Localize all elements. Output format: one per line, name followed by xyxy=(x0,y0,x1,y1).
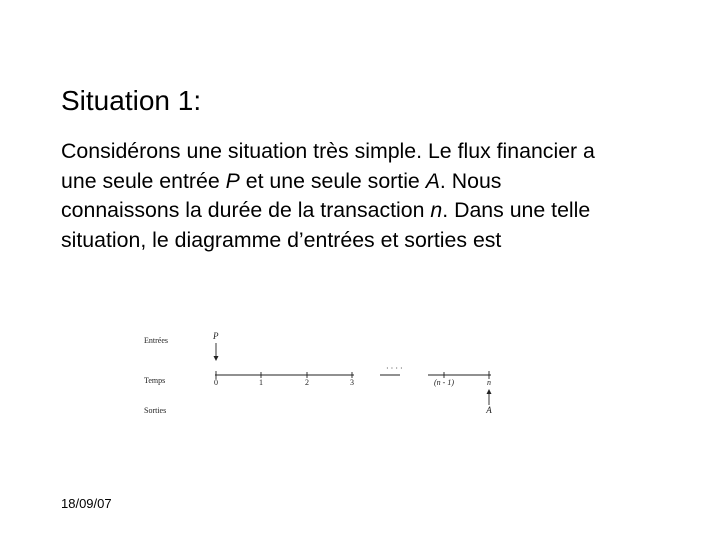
row-label-entrees: Entrées xyxy=(144,336,168,345)
row-label-temps: Temps xyxy=(144,376,166,385)
cash-flow-diagram xyxy=(130,322,510,422)
tick-label-1: 1 xyxy=(259,378,263,387)
paragraph-text: et une seule sortie xyxy=(239,168,426,193)
tick-label-2: 2 xyxy=(305,378,309,387)
outflow-label: A xyxy=(486,405,492,415)
outflow-arrow xyxy=(487,389,492,405)
axis-ellipsis: · · · · xyxy=(386,364,403,373)
body-paragraph xyxy=(61,137,621,255)
row-label-sorties: Sorties xyxy=(144,406,167,415)
variable-symbol: P xyxy=(225,168,240,193)
paragraph-text: Considérons une situation très simple. Le flux financier a une seule entrée xyxy=(61,139,595,193)
tick-label-3: 3 xyxy=(350,378,354,387)
slide-title: Situation 1: xyxy=(61,85,202,116)
variable-symbol: A xyxy=(425,168,440,193)
tick-label-n: n xyxy=(487,378,491,387)
footer-date: 18/09/07 xyxy=(61,496,112,511)
paragraph-text: . Nous connaissons la durée de la transaction xyxy=(61,168,502,222)
tick-label-n-minus-1: (n - 1) xyxy=(434,378,454,387)
inflow-label: P xyxy=(213,331,219,341)
paragraph-text: . Dans une telle situation, le diagramme d’entrées et sorties est xyxy=(61,198,591,252)
variable-symbol: n xyxy=(430,198,443,222)
inflow-arrow xyxy=(214,343,219,361)
tick-label-0: 0 xyxy=(214,378,218,387)
